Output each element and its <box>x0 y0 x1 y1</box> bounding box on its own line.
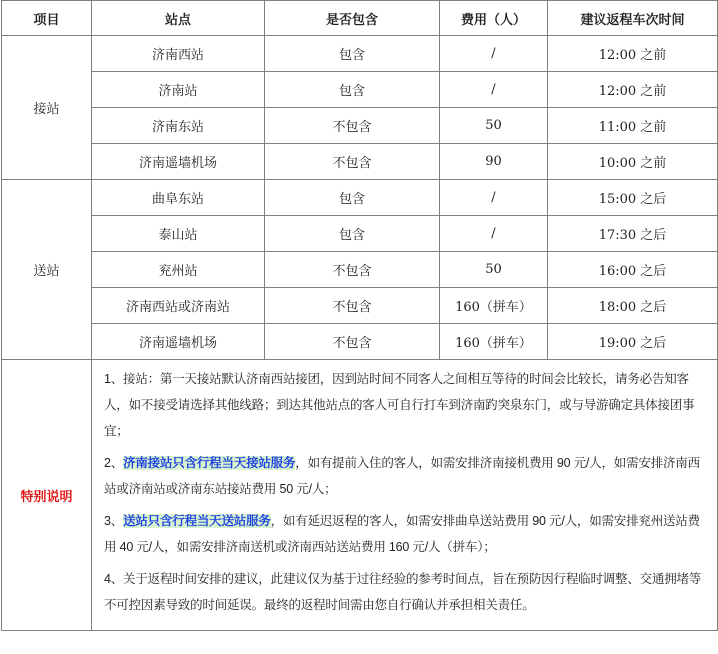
notes-row <box>2 360 718 631</box>
table-row <box>2 216 718 252</box>
cell-time: 12:00 之前 <box>548 72 718 108</box>
note-3-text: ，如有延迟返程的客人，如需安排曲阜送站费用 90 元/人，如需安排兖州送站费用 40 元/人，如需安排济南送机或济南西站送站费用 160 元/人（拼车）； <box>104 514 700 554</box>
cell-station: 兖州站 <box>92 252 265 288</box>
cell-station: 济南站 <box>92 72 265 108</box>
cell-time: 17:30 之后 <box>548 216 718 252</box>
header-item: 项目 <box>2 1 92 36</box>
note-2-highlight: 济南接站只含行程当天接站服务 <box>123 456 296 470</box>
cell-station: 济南遥墙机场 <box>92 144 265 180</box>
note-3-highlight: 送站只含行程当天送站服务 <box>123 514 271 528</box>
cell-fee: 50 <box>440 108 548 144</box>
cell-included: 不包含 <box>265 252 440 288</box>
cell-time: 11:00 之前 <box>548 108 718 144</box>
cell-included: 不包含 <box>265 144 440 180</box>
cell-fee: / <box>440 72 548 108</box>
group-dropoff: 送站 <box>2 180 92 360</box>
cell-included: 包含 <box>265 180 440 216</box>
table-row <box>2 108 718 144</box>
cell-station: 济南遥墙机场 <box>92 324 265 360</box>
table-header-row <box>2 1 718 36</box>
cell-fee: / <box>440 216 548 252</box>
header-station: 站点 <box>92 1 265 36</box>
cell-station: 济南西站 <box>92 36 265 72</box>
cell-time: 16:00 之后 <box>548 252 718 288</box>
cell-time: 12:00 之前 <box>548 36 718 72</box>
header-included: 是否包含 <box>265 1 440 36</box>
cell-station: 曲阜东站 <box>92 180 265 216</box>
cell-time: 18:00 之后 <box>548 288 718 324</box>
note-2 <box>104 450 705 502</box>
cell-included: 不包含 <box>265 324 440 360</box>
cell-time: 10:00 之前 <box>548 144 718 180</box>
table-row <box>2 144 718 180</box>
cell-time: 19:00 之后 <box>548 324 718 360</box>
note-2-text: ，如有提前入住的客人，如需安排济南接机费用 90 元/人，如需安排济南西站或济南站或济南东站接站费用 50 元/人； <box>104 456 700 496</box>
cell-included: 不包含 <box>265 108 440 144</box>
cell-fee: / <box>440 36 548 72</box>
note-3-number: 3、 <box>104 514 124 528</box>
cell-fee: / <box>440 180 548 216</box>
cell-fee: 160（拼车） <box>440 324 548 360</box>
cell-station: 济南东站 <box>92 108 265 144</box>
cell-time: 15:00 之后 <box>548 180 718 216</box>
table-row <box>2 36 718 72</box>
header-return-time: 建议返程车次时间 <box>548 1 718 36</box>
transfer-table <box>1 0 718 631</box>
cell-fee: 90 <box>440 144 548 180</box>
cell-included: 包含 <box>265 72 440 108</box>
group-pickup: 接站 <box>2 36 92 180</box>
cell-fee: 50 <box>440 252 548 288</box>
cell-fee: 160（拼车） <box>440 288 548 324</box>
table-row <box>2 180 718 216</box>
header-fee: 费用（人） <box>440 1 548 36</box>
notes-title: 特别说明 <box>2 360 92 631</box>
note-1: 1、接站：第一天接站默认济南西站接团，因到站时间不同客人之间相互等待的时间会比较长，请务必告知客人，如不接受请选择其他线路；到达其他站点的客人可自行打车到济南趵突泉东门，或与导游确定具体接团事宜； <box>104 372 695 438</box>
cell-included: 不包含 <box>265 288 440 324</box>
note-4: 4、关于返程时间安排的建议，此建议仅为基于过往经验的参考时间点，旨在预防因行程临时调整、交通拥堵等不可控因素导致的时间延误。最终的返程时间需由您自行确认并承担相关责任。 <box>104 572 702 612</box>
table-row <box>2 72 718 108</box>
note-2-number: 2、 <box>104 456 124 470</box>
table-row <box>2 288 718 324</box>
cell-station: 济南西站或济南站 <box>92 288 265 324</box>
table-row <box>2 324 718 360</box>
cell-station: 泰山站 <box>92 216 265 252</box>
note-3 <box>104 508 705 560</box>
cell-included: 包含 <box>265 216 440 252</box>
table-row <box>2 252 718 288</box>
cell-included: 包含 <box>265 36 440 72</box>
notes-body <box>92 360 718 631</box>
